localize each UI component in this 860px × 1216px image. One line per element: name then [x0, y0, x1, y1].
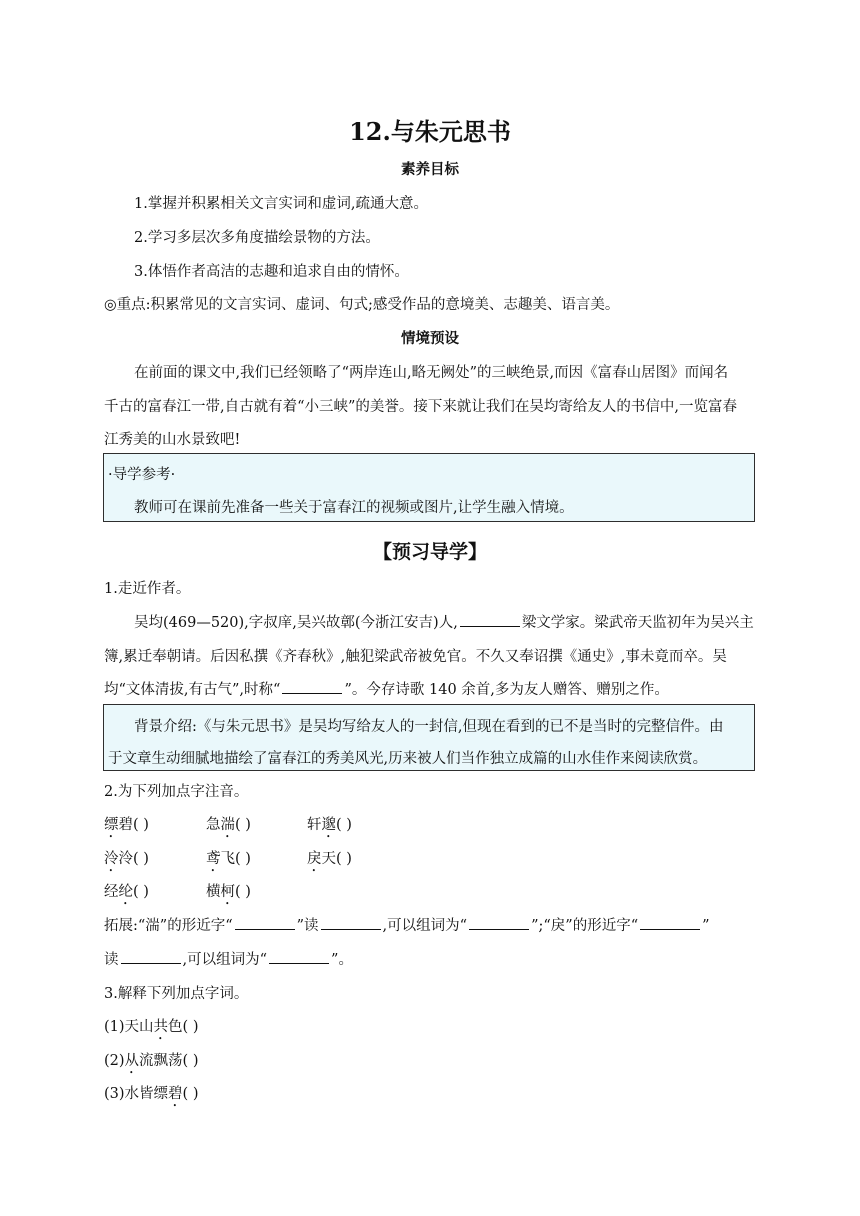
- answer-paren[interactable]: ( ): [182, 1086, 199, 1102]
- extension-line-1: 拓展:“湍”的形近字“ ”读 ,可以组词为“ ”;“戾”的形近字“ ”: [104, 914, 710, 935]
- fill-blank[interactable]: [282, 679, 342, 694]
- background-box: [103, 704, 755, 771]
- author-text: 吴均(469—520),字叔庠,吴兴故鄣(今浙江安吉)人,: [134, 615, 458, 631]
- answer-paren[interactable]: ( ): [182, 1053, 199, 1069]
- answer-paren[interactable]: ( ): [336, 817, 352, 833]
- answer-paren[interactable]: ( ): [133, 817, 149, 833]
- guide-label: ·导学参考·: [108, 467, 176, 483]
- answer-paren[interactable]: ( ): [133, 851, 149, 867]
- author-line-2: 簿,累迁奉朝请。后因私撰《齐春秋》,触犯梁武帝被免官。不久又奉诏撰《通史》,事未竟而卒。吴: [104, 649, 727, 665]
- pinyin-item: 缥碧( ): [104, 817, 149, 833]
- answer-paren[interactable]: ( ): [235, 884, 251, 900]
- objectives-heading: 素养目标: [401, 162, 459, 178]
- author-text: 梁文学家。梁武帝天监初年为吴兴主: [521, 615, 754, 631]
- author-line-1: [134, 611, 754, 632]
- fill-blank[interactable]: [640, 915, 700, 930]
- explain-item-1: (1)天山共色( ): [104, 1019, 199, 1035]
- focus-note: ◎重点:积累常见的文言实词、虚词、句式;感受作品的意境美、志趣美、语言美。: [104, 297, 620, 313]
- explain-item-3: (3)水皆缥碧( ): [104, 1086, 199, 1102]
- author-text: ”。今存诗歌 140 余首,多为友人赠答、赠别之作。: [344, 682, 669, 698]
- answer-paren[interactable]: ( ): [336, 851, 352, 867]
- extension-line-2: 读 ,可以组词为“ ”。: [104, 948, 353, 969]
- answer-paren[interactable]: ( ): [235, 817, 251, 833]
- page-title: 12.与朱元思书: [349, 117, 511, 146]
- fill-blank[interactable]: [469, 915, 529, 930]
- background-line-2: 于文章生动细腻地描绘了富春江的秀美风光,历来被人们当作独立成篇的山水佳作来阅读欣赏。: [108, 751, 708, 767]
- explain-item-2: (2)从流飘荡( ): [104, 1053, 199, 1069]
- guide-text: 教师可在课前先准备一些关于富春江的视频或图片,让学生融入情境。: [134, 500, 574, 516]
- answer-paren[interactable]: ( ): [235, 851, 251, 867]
- objective-item-1: 1.掌握并积累相关文言实词和虚词,疏通大意。: [134, 196, 428, 212]
- pinyin-item: 鸢飞( ): [206, 851, 251, 867]
- q2-label: 2.为下列加点字注音。: [104, 784, 249, 800]
- pinyin-item: 横柯( ): [206, 884, 251, 900]
- pinyin-item: 戾天( ): [307, 851, 352, 867]
- fill-blank[interactable]: [321, 915, 381, 930]
- q3-label: 3.解释下列加点字词。: [104, 986, 249, 1002]
- fill-blank[interactable]: [235, 915, 295, 930]
- objective-item-3: 3.体悟作者高洁的志趣和追求自由的情怀。: [134, 264, 409, 280]
- pinyin-item: 泠泠( ): [104, 851, 149, 867]
- pinyin-item: 轩邈( ): [307, 817, 352, 833]
- q1-label: 1.走近作者。: [104, 581, 191, 597]
- preview-heading: 【预习导学】: [372, 541, 487, 563]
- background-line-1: 背景介绍:《与朱元思书》是吴均写给友人的一封信,但现在看到的已不是当时的完整信件。由: [134, 719, 724, 735]
- author-text: 均“文体清拔,有古气”,时称“: [104, 682, 281, 698]
- fill-blank[interactable]: [121, 949, 181, 964]
- scenario-line-2: 千古的富春江一带,自古就有着“小三峡”的美誉。接下来就让我们在吴均寄给友人的书信中,一览富春: [104, 399, 738, 415]
- scenario-line-3: 江秀美的山水景致吧!: [104, 432, 241, 448]
- fill-blank[interactable]: [460, 612, 520, 627]
- pinyin-item: 经纶( ): [104, 884, 149, 900]
- guide-box: [103, 453, 755, 522]
- pinyin-item: 急湍( ): [206, 817, 251, 833]
- author-line-3: [104, 678, 669, 699]
- fill-blank[interactable]: [269, 949, 329, 964]
- scenario-line-1: 在前面的课文中,我们已经领略了“两岸连山,略无阙处”的三峡绝景,而因《富春山居图》而闻名: [134, 365, 729, 381]
- objective-item-2: 2.学习多层次多角度描绘景物的方法。: [134, 230, 380, 246]
- scenario-heading: 情境预设: [401, 331, 459, 347]
- answer-paren[interactable]: ( ): [182, 1019, 199, 1035]
- answer-paren[interactable]: ( ): [133, 884, 149, 900]
